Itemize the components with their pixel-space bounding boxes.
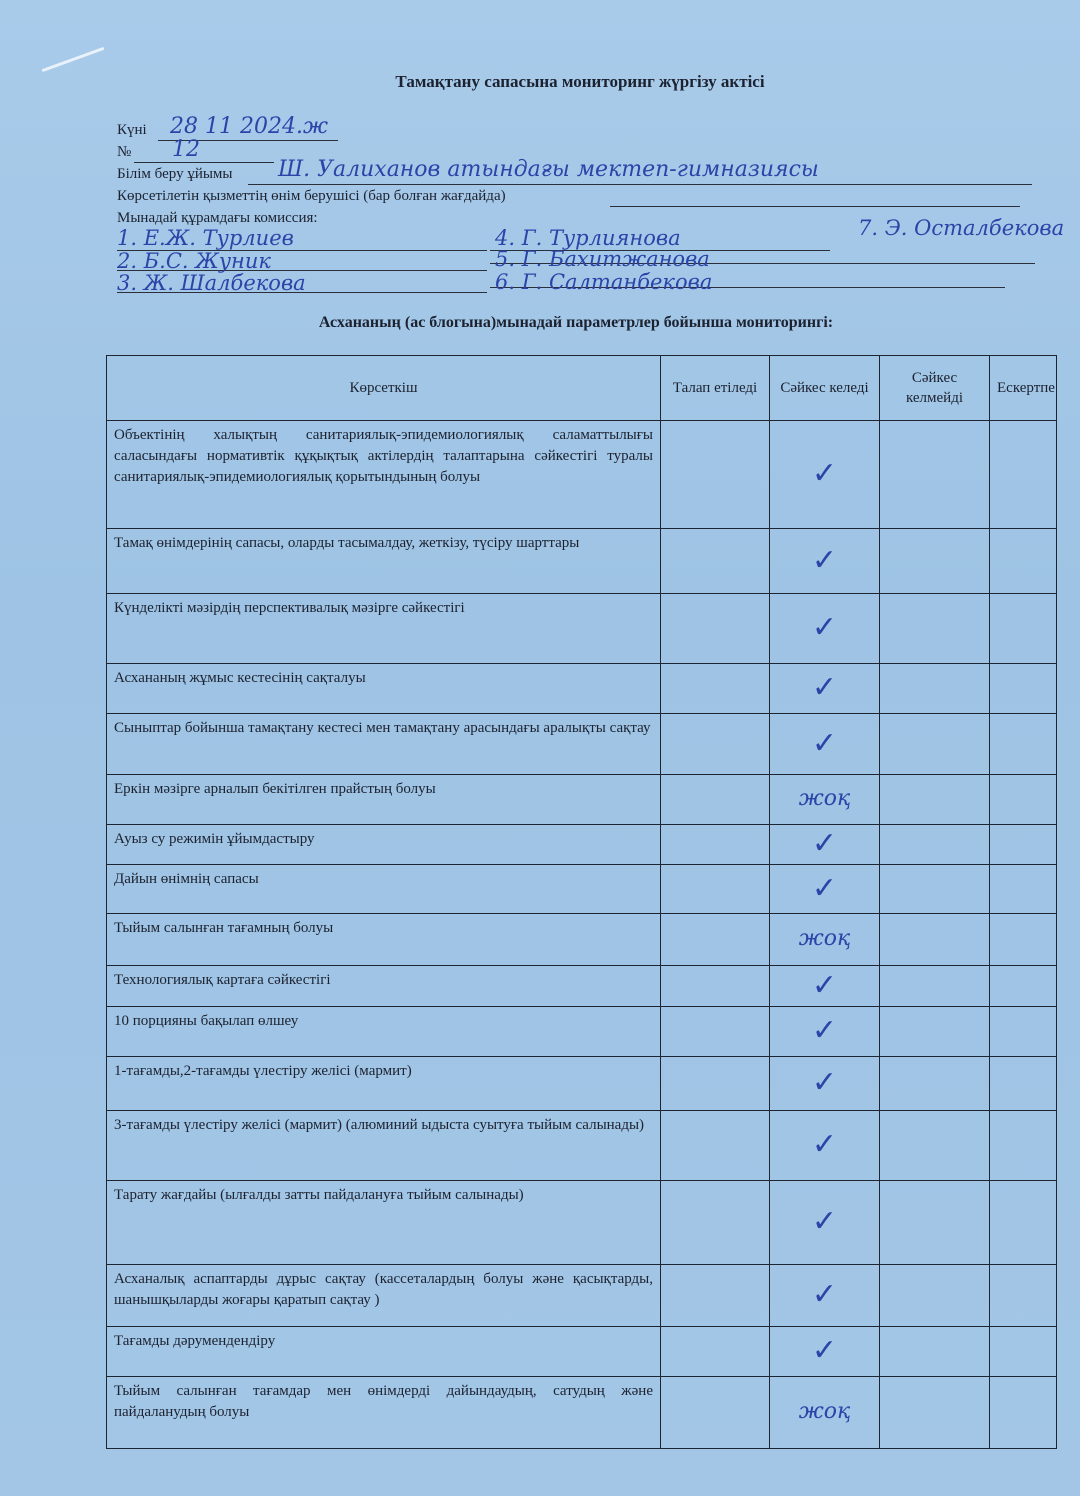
check-mark: ✓ xyxy=(811,456,838,491)
indicator-cell: 10 порцияны бақылап өлшеу xyxy=(107,1007,661,1057)
compliant-cell xyxy=(770,966,880,1007)
handwritten-note: жоқ xyxy=(798,785,851,811)
compliant-cell xyxy=(770,714,880,775)
indicator-cell: Технологиялық картаға сәйкестігі xyxy=(107,966,661,1007)
commission-member-6: 6. Г. Салтанбекова xyxy=(495,270,713,294)
note-cell xyxy=(990,966,1057,1007)
table-row xyxy=(107,664,1057,714)
compliant-cell xyxy=(770,664,880,714)
handwritten-note: жоқ xyxy=(798,925,851,951)
noncompliant-cell xyxy=(880,1377,990,1449)
noncompliant-cell xyxy=(880,914,990,966)
note-cell xyxy=(990,421,1057,529)
header-compliant: Сәйкес келеді xyxy=(770,356,880,421)
note-cell xyxy=(990,1111,1057,1181)
required-cell xyxy=(661,714,770,775)
table-row xyxy=(107,1377,1057,1449)
check-mark: ✓ xyxy=(811,1204,838,1239)
note-cell xyxy=(990,714,1057,775)
table-row xyxy=(107,594,1057,664)
table-row xyxy=(107,1057,1057,1111)
required-cell xyxy=(661,1327,770,1377)
note-cell xyxy=(990,1265,1057,1327)
table-row xyxy=(107,1181,1057,1265)
document-title: Тамақтану сапасына мониторинг жүргізу актісі xyxy=(395,72,765,91)
noncompliant-cell xyxy=(880,664,990,714)
table-row xyxy=(107,865,1057,914)
compliant-cell xyxy=(770,1377,880,1449)
noncompliant-cell xyxy=(880,594,990,664)
number-underline xyxy=(134,162,274,163)
table-row xyxy=(107,825,1057,865)
commission-member-1: 1. Е.Ж. Турлиев xyxy=(117,226,294,250)
organization-underline xyxy=(248,184,1032,185)
check-mark: ✓ xyxy=(811,1013,838,1048)
compliant-cell xyxy=(770,1111,880,1181)
required-cell xyxy=(661,1181,770,1265)
noncompliant-cell xyxy=(880,714,990,775)
number-label: № xyxy=(117,144,132,160)
note-cell xyxy=(990,664,1057,714)
note-cell xyxy=(990,865,1057,914)
noncompliant-cell xyxy=(880,1057,990,1111)
compliant-cell xyxy=(770,421,880,529)
noncompliant-cell xyxy=(880,421,990,529)
date-value: 28 11 2024.ж xyxy=(170,114,328,139)
table-row xyxy=(107,1265,1057,1327)
monitoring-table xyxy=(106,355,1057,1449)
compliant-cell xyxy=(770,914,880,966)
indicator-cell: Объектінің халықтың санитариялық-эпидемиологиялық саламаттылығы саласындағы нормативтік құқықтық актілердің талаптарына сәйкестігі туралы санитариялық-эпидемиологиялық қорытындының болуы xyxy=(107,421,661,529)
note-cell xyxy=(990,775,1057,825)
check-mark: ✓ xyxy=(811,725,838,761)
table-row xyxy=(107,914,1057,966)
compliant-cell xyxy=(770,865,880,914)
check-mark: ✓ xyxy=(811,610,838,645)
check-mark: ✓ xyxy=(811,1277,838,1312)
commission-member-3: 3. Ж. Шалбекова xyxy=(117,271,306,295)
required-cell xyxy=(661,966,770,1007)
indicator-cell: Асханалық аспаптарды дұрыс сақтау (кассеталардың болуы және қасықтарды, шанышқыларды жоғары қаратып сақтау ) xyxy=(107,1265,661,1327)
indicator-cell: Асхананың жұмыс кестесінің сақталуы xyxy=(107,664,661,714)
table-header-row xyxy=(107,356,1057,421)
noncompliant-cell xyxy=(880,1265,990,1327)
indicator-cell: Тыйым салынған тағамдар мен өнімдерді дайындаудың, сатудың және пайдаланудың болуы xyxy=(107,1377,661,1449)
note-cell xyxy=(990,1181,1057,1265)
commission-label: Мынадай құрамдағы комиссия: xyxy=(117,210,318,226)
required-cell xyxy=(661,594,770,664)
noncompliant-cell xyxy=(880,1111,990,1181)
table-row xyxy=(107,421,1057,529)
number-value: 12 xyxy=(172,137,200,162)
required-cell xyxy=(661,914,770,966)
compliant-cell xyxy=(770,594,880,664)
header-required: Талап етіледі xyxy=(661,356,770,421)
indicator-cell: 1-тағамды,2-тағамды үлестіру желісі (мармит) xyxy=(107,1057,661,1111)
commission-member-5: 5. Г. Бахитжанова xyxy=(495,247,710,271)
indicator-cell: Тарату жағдайы (ылғалды затты пайдалануға тыйым салынады) xyxy=(107,1181,661,1265)
table-row xyxy=(107,1327,1057,1377)
organization-label: Білім беру ұйымы xyxy=(117,166,233,182)
check-mark: ✓ xyxy=(811,542,838,578)
compliant-cell xyxy=(770,775,880,825)
organization-value: Ш. Уалиханов атындағы мектеп-гимназиясы xyxy=(278,157,819,182)
note-cell xyxy=(990,825,1057,865)
indicator-cell: Тыйым салынған тағамның болуы xyxy=(107,914,661,966)
required-cell xyxy=(661,775,770,825)
table-row xyxy=(107,1007,1057,1057)
indicator-cell: Дайын өнімнің сапасы xyxy=(107,865,661,914)
commission-member-4: 4. Г. Турлиянова xyxy=(495,226,681,250)
indicator-cell: Күнделікті мәзірдің перспективалық мәзірге сәйкестігі xyxy=(107,594,661,664)
required-cell xyxy=(661,1265,770,1327)
required-cell xyxy=(661,1377,770,1449)
indicator-cell: Сыныптар бойынша тамақтану кестесі мен тамақтану арасындағы аралықты сақтау xyxy=(107,714,661,775)
header-noncompliant: Сәйкес келмейді xyxy=(880,356,990,421)
required-cell xyxy=(661,529,770,594)
check-mark: ✓ xyxy=(811,870,838,906)
indicator-cell: Ауыз су режимін ұйымдастыру xyxy=(107,825,661,865)
indicator-cell: 3-тағамды үлестіру желісі (мармит) (алюминий ыдыста суытуға тыйым салынады) xyxy=(107,1111,661,1181)
section-subtitle: Асхананың (ас блогына)мынадай параметрлер бойынша мониторингі: xyxy=(318,314,834,331)
required-cell xyxy=(661,825,770,865)
provider-underline xyxy=(610,206,1020,207)
commission-member-7: 7. Э. Осталбекова xyxy=(858,216,1065,240)
table-row xyxy=(107,529,1057,594)
header-note: Ескертпе xyxy=(990,356,1057,421)
note-cell xyxy=(990,594,1057,664)
required-cell xyxy=(661,865,770,914)
compliant-cell xyxy=(770,529,880,594)
compliant-cell xyxy=(770,1007,880,1057)
note-cell xyxy=(990,1007,1057,1057)
note-cell xyxy=(990,529,1057,594)
header-indicator: Көрсеткіш xyxy=(107,356,661,421)
compliant-cell xyxy=(770,1181,880,1265)
noncompliant-cell xyxy=(880,1181,990,1265)
commission-member-2: 2. Б.С. Жуник xyxy=(117,249,271,273)
table-row xyxy=(107,966,1057,1007)
note-cell xyxy=(990,1377,1057,1449)
noncompliant-cell xyxy=(880,966,990,1007)
noncompliant-cell xyxy=(880,1327,990,1377)
check-mark: ✓ xyxy=(811,670,838,705)
required-cell xyxy=(661,1057,770,1111)
indicator-cell: Еркін мәзірге арналып бекітілген прайстың болуы xyxy=(107,775,661,825)
indicator-cell: Тамақ өнімдерінің сапасы, оларды тасымалдау, жеткізу, түсіру шарттары xyxy=(107,529,661,594)
noncompliant-cell xyxy=(880,825,990,865)
check-mark: ✓ xyxy=(811,1065,838,1100)
required-cell xyxy=(661,421,770,529)
note-cell xyxy=(990,1327,1057,1377)
noncompliant-cell xyxy=(880,1007,990,1057)
note-cell xyxy=(990,914,1057,966)
check-mark: ✓ xyxy=(811,1127,838,1162)
compliant-cell xyxy=(770,1057,880,1111)
indicator-cell: Тағамды дәрумендендіру xyxy=(107,1327,661,1377)
required-cell xyxy=(661,1111,770,1181)
handwritten-note: жоқ xyxy=(798,1398,851,1424)
noncompliant-cell xyxy=(880,865,990,914)
provider-label: Көрсетілетін қызметтің өнім берушісі (бар болған жағдайда) xyxy=(117,188,506,204)
table-row xyxy=(107,775,1057,825)
table-row xyxy=(107,714,1057,775)
compliant-cell xyxy=(770,1265,880,1327)
required-cell xyxy=(661,1007,770,1057)
check-mark: ✓ xyxy=(811,1333,838,1368)
table-row xyxy=(107,1111,1057,1181)
compliant-cell xyxy=(770,1327,880,1377)
date-label: Күні xyxy=(117,122,147,138)
pen-mark xyxy=(41,47,104,72)
noncompliant-cell xyxy=(880,529,990,594)
compliant-cell xyxy=(770,825,880,865)
noncompliant-cell xyxy=(880,775,990,825)
required-cell xyxy=(661,664,770,714)
check-mark: ✓ xyxy=(811,826,838,861)
note-cell xyxy=(990,1057,1057,1111)
check-mark: ✓ xyxy=(811,967,838,1003)
